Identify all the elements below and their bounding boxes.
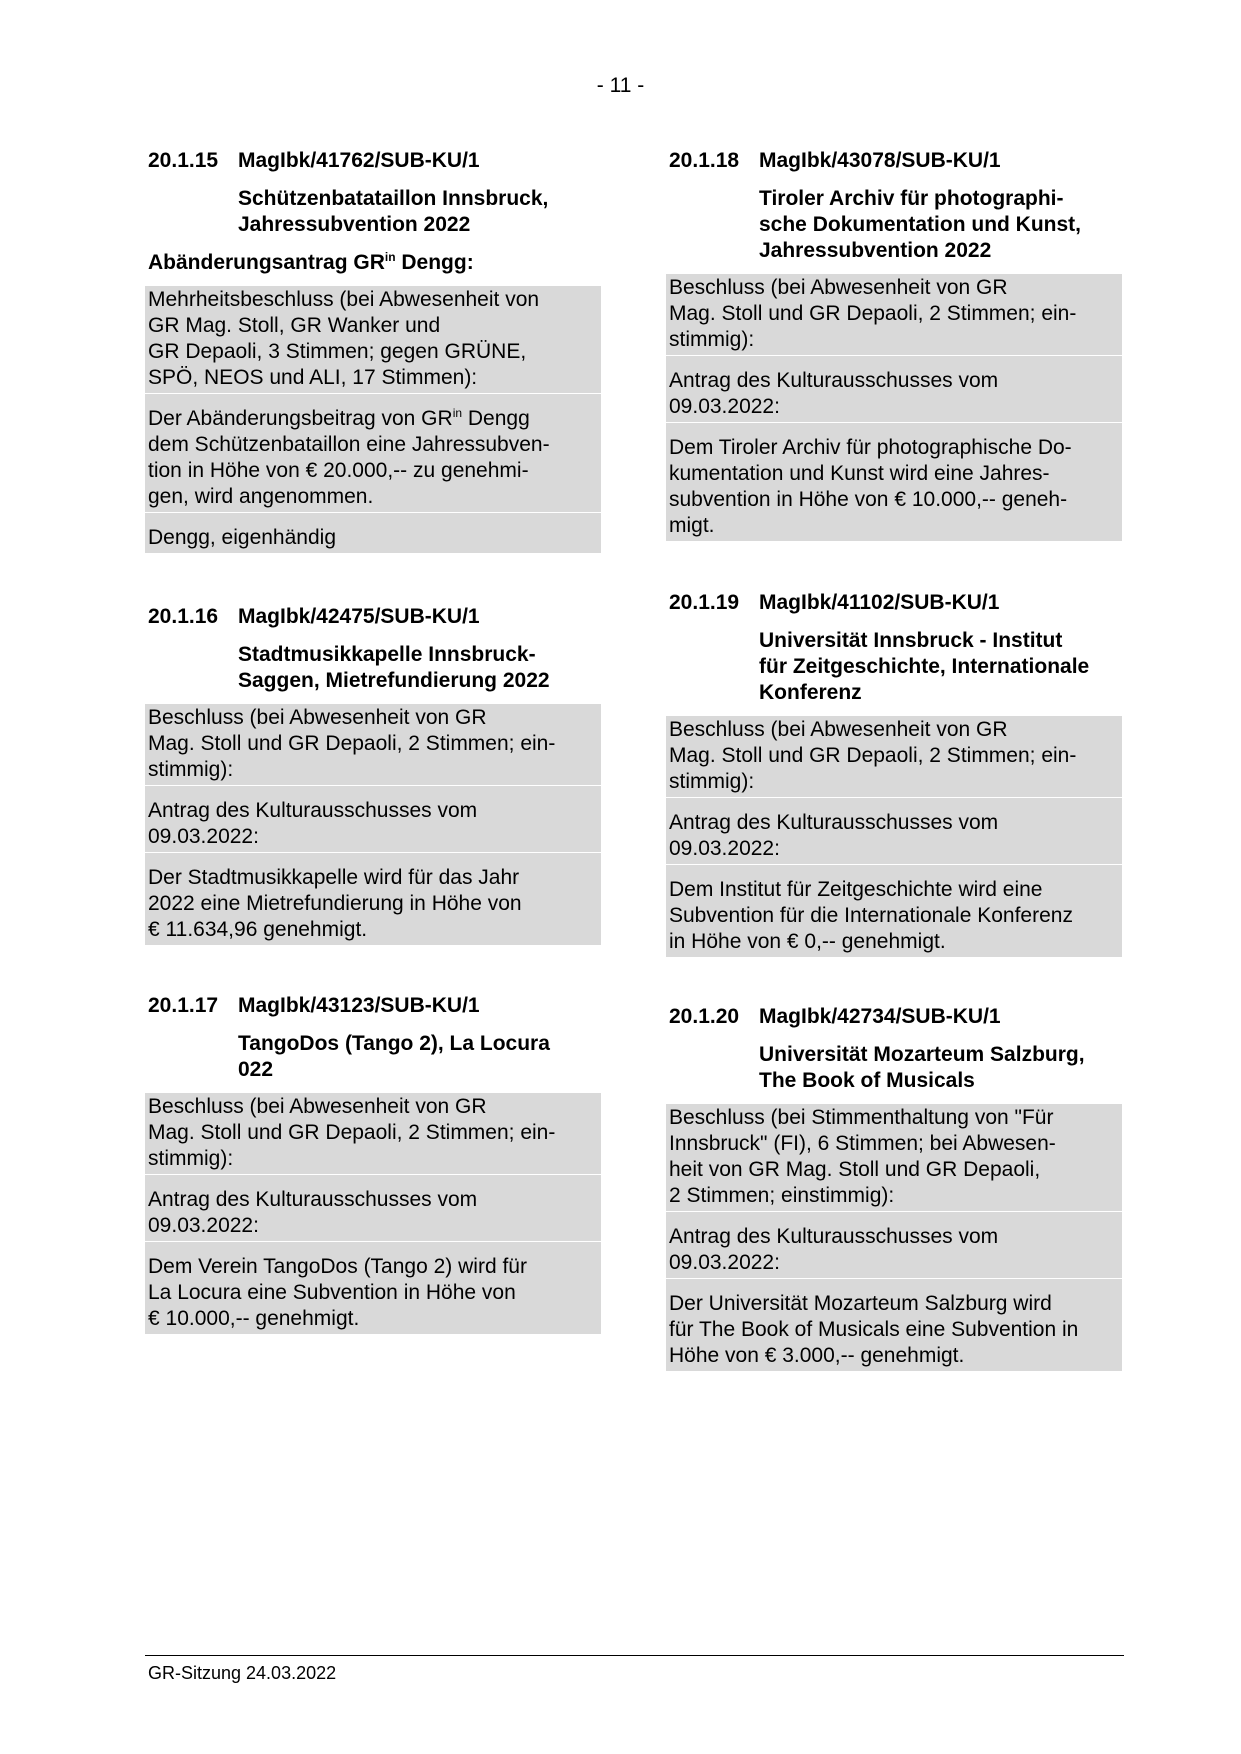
resolution-box xyxy=(666,1104,1122,1371)
resolution-paragraph: Beschluss (bei Abwesenheit von GR Mag. Stoll und GR Depaoli, 2 Stimmen; ein- stimmig): xyxy=(666,274,1122,355)
item-file-reference: MagIbk/43078/SUB-KU/1 xyxy=(759,149,1001,172)
title-line: Jahressubvention 2022 xyxy=(238,213,471,236)
title-line: für Zeitgeschichte, Internationale xyxy=(759,655,1090,678)
resolution-paragraph: Beschluss (bei Abwesenheit von GR Mag. Stoll und GR Depaoli, 2 Stimmen; ein- stimmig): xyxy=(145,704,601,785)
title-line: Schützenbatataillon Innsbruck, xyxy=(238,187,549,210)
item-file-reference: MagIbk/41762/SUB-KU/1 xyxy=(238,149,480,172)
decision-paragraph: Der Stadtmusikkapelle wird für das Jahr 2022 eine Mietrefundierung in Höhe von € 11.634,96 genehmigt. xyxy=(145,852,601,945)
resolution-box xyxy=(145,286,601,553)
signature-paragraph: Dengg, eigenhändig xyxy=(145,512,601,553)
decision-paragraph: Dem Tiroler Archiv für photographische Do- kumentation und Kunst wird eine Jahres- subvention in Höhe von € 10.000,-- geneh- migt. xyxy=(666,422,1122,541)
motion-paragraph: Antrag des Kulturausschusses vom 09.03.2022: xyxy=(145,1174,601,1241)
title-line: Jahressubvention 2022 xyxy=(759,239,992,262)
agenda-item-20-1-15 xyxy=(145,148,601,553)
resolution-paragraph: Beschluss (bei Abwesenheit von GR Mag. Stoll und GR Depaoli, 2 Stimmen; ein- stimmig): xyxy=(145,1093,601,1174)
title-line: Universität Mozarteum Salzburg, xyxy=(759,1043,1085,1066)
item-title xyxy=(238,642,601,694)
item-file-reference: MagIbk/41102/SUB-KU/1 xyxy=(759,591,1000,614)
motion-paragraph: Antrag des Kulturausschusses vom 09.03.2022: xyxy=(666,797,1122,864)
page-number: - 11 - xyxy=(596,74,645,97)
title-line: Universität Innsbruck - Institut xyxy=(759,629,1063,652)
title-line: Saggen, Mietrefundierung 2022 xyxy=(238,669,550,692)
item-heading xyxy=(669,1004,1122,1030)
decision-paragraph: Dem Verein TangoDos (Tango 2) wird für La Locura eine Subvention in Höhe von € 10.000,-- genehmigt. xyxy=(145,1241,601,1334)
item-file-reference: MagIbk/42734/SUB-KU/1 xyxy=(759,1005,1001,1028)
resolution-paragraph: Mehrheitsbeschluss (bei Abwesenheit von GR Mag. Stoll, GR Wanker und GR Depaoli, 3 Stimmen; gegen GRÜNE, SPÖ, NEOS und ALI, 17 Stimmen): xyxy=(145,286,601,393)
amendment-paragraph: Der Abänderungsbeitrag von $GR^{in}$ Dengg dem Schützenbataillon eine Jahressubven- tion in Höhe von € 20.000,-- zu genehmi- gen, wird angenommen. xyxy=(145,393,601,512)
title-line: 022 xyxy=(238,1058,274,1081)
item-heading xyxy=(148,148,601,174)
item-heading xyxy=(669,590,1122,616)
motion-paragraph: Antrag des Kulturausschusses vom 09.03.2022: xyxy=(145,785,601,852)
item-heading xyxy=(669,148,1122,174)
motion-paragraph: Antrag des Kulturausschusses vom 09.03.2022: xyxy=(666,355,1122,422)
resolution-box xyxy=(666,716,1122,957)
title-line: Tiroler Archiv für photographi- xyxy=(759,187,1064,210)
agenda-item-20-1-17 xyxy=(145,993,601,1334)
agenda-item-20-1-20 xyxy=(666,1004,1122,1371)
item-number: 20.1.18 xyxy=(669,149,740,172)
item-title xyxy=(759,628,1122,706)
title-line: sche Dokumentation und Kunst, xyxy=(759,213,1082,236)
item-number: 20.1.15 xyxy=(148,149,219,172)
decision-paragraph: Dem Institut für Zeitgeschichte wird eine Subvention für die Internationale Konferenz in Höhe von € 0,-- genehmigt. xyxy=(666,864,1122,957)
item-file-reference: MagIbk/42475/SUB-KU/1 xyxy=(238,605,480,628)
footer-divider xyxy=(145,1655,1124,1656)
resolution-box xyxy=(145,704,601,945)
item-number: 20.1.17 xyxy=(148,994,219,1017)
amendment-heading: Abänderungsantrag $GR^{in}$ Dengg: xyxy=(148,250,474,274)
footer-session-date: GR-Sitzung 24.03.2022 xyxy=(148,1663,337,1683)
resolution-box xyxy=(666,274,1122,541)
item-title xyxy=(759,1042,1122,1094)
decision-paragraph: Der Universität Mozarteum Salzburg wird für The Book of Musicals eine Subvention in Höhe von € 3.000,-- genehmigt. xyxy=(666,1278,1122,1371)
motion-paragraph: Antrag des Kulturausschusses vom 09.03.2022: xyxy=(666,1211,1122,1278)
agenda-item-20-1-16 xyxy=(145,604,601,945)
title-line: TangoDos (Tango 2), La Locura xyxy=(238,1032,550,1055)
item-number: 20.1.16 xyxy=(148,605,219,628)
item-title xyxy=(759,186,1122,264)
item-title xyxy=(238,186,601,238)
agenda-item-20-1-18 xyxy=(666,148,1122,541)
resolution-paragraph: Beschluss (bei Stimmenthaltung von "Für Innsbruck" (FI), 6 Stimmen; bei Abwesen- heit von GR Mag. Stoll und GR Depaoli, 2 Stimmen; einstimmig): xyxy=(666,1104,1122,1211)
item-title xyxy=(238,1031,601,1083)
title-line: Konferenz xyxy=(759,681,862,704)
resolution-box xyxy=(145,1093,601,1334)
item-file-reference: MagIbk/43123/SUB-KU/1 xyxy=(238,994,480,1017)
agenda-item-20-1-19 xyxy=(666,590,1122,957)
item-number: 20.1.19 xyxy=(669,591,740,614)
item-heading xyxy=(148,993,601,1019)
item-number: 20.1.20 xyxy=(669,1005,740,1028)
resolution-paragraph: Beschluss (bei Abwesenheit von GR Mag. Stoll und GR Depaoli, 2 Stimmen; ein- stimmig): xyxy=(666,716,1122,797)
title-line: The Book of Musicals xyxy=(759,1069,975,1092)
item-heading xyxy=(148,604,601,630)
title-line: Stadtmusikkapelle Innsbruck- xyxy=(238,643,536,666)
